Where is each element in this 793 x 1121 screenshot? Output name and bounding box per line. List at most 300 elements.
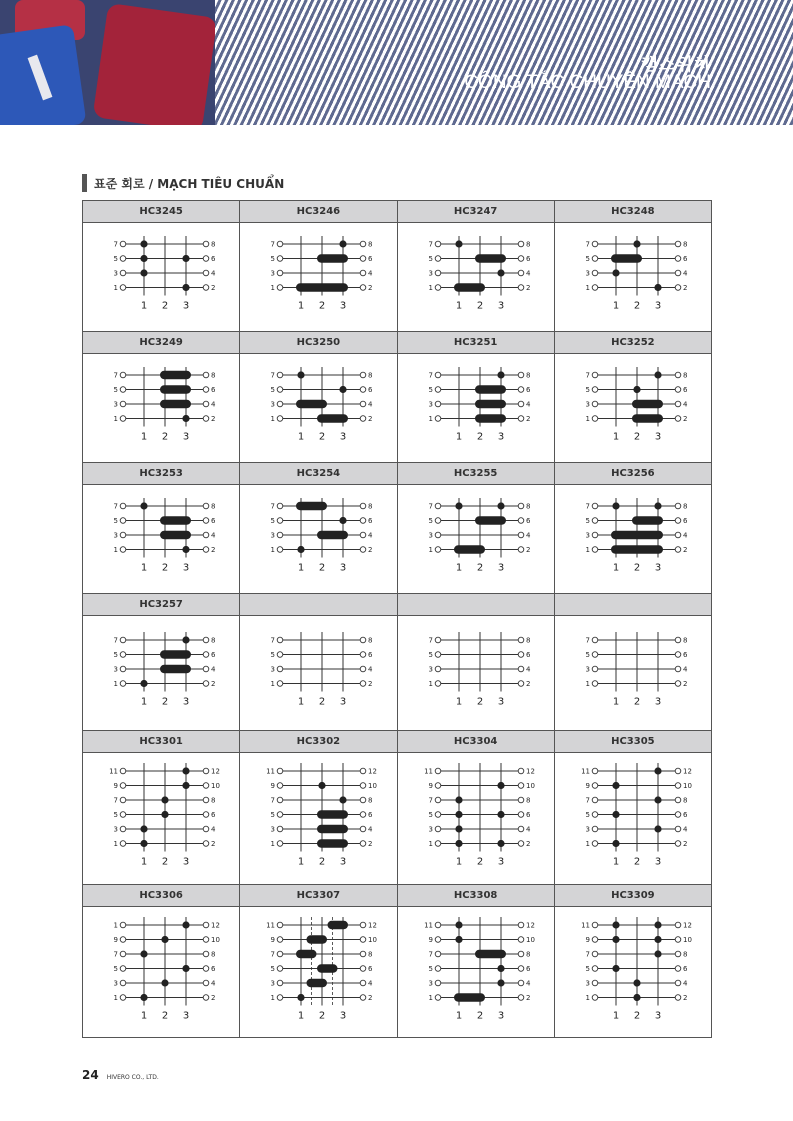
contact-bar xyxy=(296,400,327,408)
column-number: 3 xyxy=(182,431,190,443)
terminal-label: 11 xyxy=(580,921,590,930)
terminal xyxy=(278,980,284,986)
circuit-diagram-cell xyxy=(554,616,711,731)
terminal-label: 6 xyxy=(368,651,373,660)
terminal-label: 7 xyxy=(270,950,276,959)
terminal xyxy=(203,518,209,524)
terminal xyxy=(592,951,598,957)
circuit-name: HC3247 xyxy=(397,201,554,223)
circuit-diagram-cell xyxy=(554,753,711,885)
column-number: 3 xyxy=(654,300,662,312)
terminal-label: 8 xyxy=(211,371,216,380)
terminal-label: 5 xyxy=(113,255,119,264)
terminal xyxy=(203,372,209,378)
terminal xyxy=(592,387,598,393)
terminal xyxy=(361,951,367,957)
contact-bar xyxy=(475,386,506,394)
terminal-label: 6 xyxy=(368,517,373,526)
column-number: 2 xyxy=(161,431,169,443)
terminal xyxy=(361,812,367,818)
column-number: 2 xyxy=(633,1010,641,1022)
terminal-label: 7 xyxy=(585,371,590,380)
terminal-label: 7 xyxy=(270,371,276,380)
terminal-label: 2 xyxy=(368,680,373,689)
circuit-diagram-cell xyxy=(397,354,554,463)
circuit-diagram xyxy=(86,234,236,320)
column-number: 3 xyxy=(497,856,504,868)
terminal xyxy=(120,652,126,658)
terminal-label: 9 xyxy=(428,935,433,944)
terminal xyxy=(361,980,367,986)
column-number: 2 xyxy=(476,696,483,708)
column-number: 3 xyxy=(340,696,347,708)
terminal-label: 7 xyxy=(113,371,119,380)
terminal-label: 4 xyxy=(211,979,216,988)
column-number: 3 xyxy=(654,562,662,574)
contact-dot xyxy=(455,241,462,248)
terminal xyxy=(592,256,598,262)
column-number: 1 xyxy=(298,696,305,708)
column-number: 2 xyxy=(161,696,169,708)
terminal xyxy=(435,994,441,1000)
terminal-label: 6 xyxy=(682,386,688,395)
terminal-label: 4 xyxy=(368,400,373,409)
contact-dot xyxy=(654,797,661,804)
circuit-name: HC3302 xyxy=(240,731,397,753)
contact-dot xyxy=(455,797,462,804)
terminal xyxy=(278,797,284,803)
terminal xyxy=(675,922,681,928)
terminal-label: 10 xyxy=(525,782,535,791)
circuit-diagram-cell xyxy=(554,354,711,463)
terminal xyxy=(435,518,441,524)
contact-dot xyxy=(319,782,326,789)
terminal-label: 6 xyxy=(525,651,531,660)
terminal xyxy=(203,783,209,789)
terminal-label: 11 xyxy=(109,767,119,776)
terminal xyxy=(203,768,209,774)
contact-dot xyxy=(340,797,347,804)
circuit-diagram xyxy=(558,365,708,451)
contact-bar xyxy=(317,531,348,539)
circuit-diagram xyxy=(401,761,551,876)
terminal-label: 6 xyxy=(525,255,531,264)
terminal-label: 7 xyxy=(270,240,276,249)
terminal xyxy=(592,518,598,524)
terminal-label: 10 xyxy=(368,782,378,791)
terminal-label: 5 xyxy=(585,386,590,395)
terminal xyxy=(518,994,524,1000)
column-number: 1 xyxy=(298,431,305,443)
circuit-name: HC3248 xyxy=(554,201,711,223)
terminal-label: 1 xyxy=(585,546,590,555)
section-marker xyxy=(82,174,87,192)
terminal-label: 8 xyxy=(211,502,216,511)
terminal-label: 12 xyxy=(525,921,535,930)
circuit-diagram xyxy=(558,915,708,1030)
contact-bar xyxy=(296,284,348,292)
contact-bar xyxy=(296,950,317,958)
terminal-label: 2 xyxy=(682,680,688,689)
column-number: 2 xyxy=(476,431,483,443)
terminal-label: 1 xyxy=(113,284,119,293)
terminal xyxy=(203,503,209,509)
terminal xyxy=(435,503,441,509)
circuit-diagram xyxy=(401,365,551,451)
terminal-label: 11 xyxy=(580,767,590,776)
terminal xyxy=(278,666,284,672)
terminal-label: 2 xyxy=(682,546,688,555)
terminal-label: 4 xyxy=(682,269,688,278)
terminal xyxy=(675,637,681,643)
circuit-name: HC3253 xyxy=(83,463,240,485)
terminal-label: 7 xyxy=(113,950,119,959)
contact-bar xyxy=(632,415,663,423)
column-number: 3 xyxy=(497,562,504,574)
contact-bar xyxy=(317,255,348,263)
contact-dot xyxy=(141,241,148,248)
terminal xyxy=(203,936,209,942)
terminal xyxy=(518,681,524,687)
terminal-label: 3 xyxy=(428,665,433,674)
terminal xyxy=(592,841,598,847)
terminal-label: 8 xyxy=(211,796,216,805)
terminal xyxy=(120,951,126,957)
terminal xyxy=(675,994,681,1000)
contact-dot xyxy=(141,994,148,1001)
circuit-name: HC3301 xyxy=(83,731,240,753)
terminal-label: 10 xyxy=(682,782,692,791)
terminal-label: 1 xyxy=(113,415,119,424)
terminal-label: 2 xyxy=(525,546,531,555)
column-number: 1 xyxy=(455,696,462,708)
terminal xyxy=(278,241,284,247)
contact-dot xyxy=(183,546,190,553)
terminal-label: 3 xyxy=(270,531,276,540)
terminal xyxy=(675,416,681,422)
terminal xyxy=(435,826,441,832)
terminal-label: 4 xyxy=(211,665,216,674)
contact-bar xyxy=(160,386,191,394)
terminal-label: 4 xyxy=(682,979,688,988)
terminal xyxy=(120,285,126,291)
column-number: 1 xyxy=(298,856,305,868)
terminal xyxy=(278,841,284,847)
terminal-label: 7 xyxy=(113,502,119,511)
terminal xyxy=(203,241,209,247)
header-banner xyxy=(0,0,793,125)
terminal xyxy=(120,518,126,524)
contact-dot xyxy=(455,840,462,847)
contact-bar xyxy=(454,284,485,292)
terminal xyxy=(518,936,524,942)
contact-dot xyxy=(340,241,347,248)
terminal xyxy=(435,965,441,971)
contact-dot xyxy=(183,255,190,262)
contact-bar xyxy=(160,400,191,408)
column-number: 1 xyxy=(612,1010,620,1022)
terminal-label: 1 xyxy=(270,680,276,689)
terminal xyxy=(120,241,126,247)
terminal-label: 6 xyxy=(525,964,531,973)
terminal-label: 5 xyxy=(113,651,119,660)
terminal xyxy=(592,980,598,986)
terminal xyxy=(278,652,284,658)
terminal-label: 2 xyxy=(368,993,373,1002)
terminal-label: 5 xyxy=(428,386,433,395)
contact-dot xyxy=(162,936,169,943)
terminal-label: 1 xyxy=(428,680,433,689)
terminal-label: 3 xyxy=(428,825,433,834)
terminal xyxy=(675,547,681,553)
terminal xyxy=(592,826,598,832)
circuit-diagram-cell xyxy=(397,616,554,731)
terminal xyxy=(278,387,284,393)
circuit-name: HC3304 xyxy=(397,731,554,753)
column-number: 1 xyxy=(612,856,620,868)
column-number: 3 xyxy=(340,1010,347,1022)
terminal xyxy=(592,416,598,422)
terminal xyxy=(518,826,524,832)
terminal-label: 1 xyxy=(270,284,276,293)
circuit-diagram xyxy=(243,234,393,320)
terminal xyxy=(435,532,441,538)
terminal xyxy=(518,768,524,774)
terminal xyxy=(120,387,126,393)
terminal xyxy=(278,518,284,524)
terminal-label: 7 xyxy=(428,502,433,511)
terminal-label: 5 xyxy=(428,811,433,820)
terminal xyxy=(278,637,284,643)
banner-title-korean: 캠스위치 xyxy=(641,55,711,75)
column-number: 3 xyxy=(654,696,662,708)
circuit-name: HC3309 xyxy=(554,885,711,907)
circuit-diagram xyxy=(243,761,393,876)
contact-dot xyxy=(298,372,305,379)
terminal xyxy=(435,666,441,672)
terminal-label: 6 xyxy=(211,811,216,820)
contact-bar xyxy=(475,415,506,423)
terminal-label: 2 xyxy=(211,546,216,555)
terminal xyxy=(203,401,209,407)
terminal-label: 1 xyxy=(428,840,433,849)
terminal xyxy=(361,401,367,407)
terminal xyxy=(361,387,367,393)
terminal xyxy=(518,547,524,553)
contact-dot xyxy=(183,768,190,775)
circuit-diagram-cell xyxy=(83,753,240,885)
terminal xyxy=(592,965,598,971)
column-number: 2 xyxy=(476,856,483,868)
terminal-label: 4 xyxy=(682,400,688,409)
terminal xyxy=(203,797,209,803)
contact-dot xyxy=(141,503,148,510)
contact-dot xyxy=(654,936,661,943)
contact-dot xyxy=(633,979,640,986)
terminal-label: 6 xyxy=(368,386,373,395)
terminal-label: 10 xyxy=(211,935,221,944)
table-header-row xyxy=(83,594,712,616)
contact-dot xyxy=(497,372,504,379)
circuit-diagram-cell xyxy=(240,616,397,731)
table-header-row xyxy=(83,463,712,485)
terminal-label: 7 xyxy=(585,636,590,645)
circuit-diagram xyxy=(86,915,236,1030)
terminal xyxy=(518,783,524,789)
terminal xyxy=(120,768,126,774)
terminal xyxy=(675,372,681,378)
column-number: 2 xyxy=(633,856,641,868)
terminal xyxy=(120,965,126,971)
terminal-label: 8 xyxy=(368,950,373,959)
terminal xyxy=(361,768,367,774)
contact-dot xyxy=(612,965,619,972)
terminal-label: 4 xyxy=(368,531,373,540)
terminal xyxy=(278,416,284,422)
circuit-diagram-cell xyxy=(397,907,554,1038)
terminal xyxy=(592,812,598,818)
column-number: 3 xyxy=(182,1010,190,1022)
terminal-label: 4 xyxy=(525,269,531,278)
terminal-label: 4 xyxy=(211,269,216,278)
terminal-label: 4 xyxy=(211,531,216,540)
circuit-name: HC3246 xyxy=(240,201,397,223)
terminal xyxy=(278,768,284,774)
terminal xyxy=(278,547,284,553)
terminal xyxy=(435,681,441,687)
circuit-diagram xyxy=(401,234,551,320)
terminal-label: 7 xyxy=(585,502,590,511)
terminal xyxy=(435,768,441,774)
terminal-label: 7 xyxy=(428,240,433,249)
contact-bar xyxy=(160,371,191,379)
contact-bar xyxy=(160,665,191,673)
circuit-diagram xyxy=(243,915,393,1030)
circuit-name xyxy=(397,594,554,616)
terminal xyxy=(675,681,681,687)
terminal-label: 9 xyxy=(113,782,119,791)
terminal-label: 3 xyxy=(585,979,590,988)
terminal-label: 12 xyxy=(682,767,692,776)
contact-dot xyxy=(497,979,504,986)
terminal xyxy=(278,936,284,942)
terminal xyxy=(361,518,367,524)
column-number: 1 xyxy=(298,562,305,574)
terminal xyxy=(518,922,524,928)
terminal xyxy=(203,387,209,393)
terminal-label: 7 xyxy=(270,502,276,511)
column-number: 1 xyxy=(140,300,148,312)
terminal-label: 4 xyxy=(368,665,373,674)
terminal xyxy=(518,503,524,509)
terminal xyxy=(278,783,284,789)
terminal xyxy=(203,637,209,643)
contact-dot xyxy=(654,950,661,957)
terminal xyxy=(278,812,284,818)
terminal xyxy=(518,841,524,847)
terminal xyxy=(518,637,524,643)
terminal-label: 8 xyxy=(682,240,688,249)
terminal xyxy=(278,826,284,832)
contact-dot xyxy=(612,782,619,789)
terminal xyxy=(278,951,284,957)
column-number: 2 xyxy=(319,1010,326,1022)
contact-dot xyxy=(612,270,619,277)
circuit-diagram xyxy=(86,496,236,582)
product-photo xyxy=(0,0,215,125)
terminal-label: 3 xyxy=(428,400,433,409)
terminal xyxy=(120,256,126,262)
contact-dot xyxy=(497,270,504,277)
terminal xyxy=(592,241,598,247)
terminal-label: 5 xyxy=(428,255,433,264)
terminal-label: 12 xyxy=(368,921,378,930)
terminal xyxy=(675,387,681,393)
circuit-diagram-cell xyxy=(554,485,711,594)
terminal-label: 4 xyxy=(525,531,531,540)
circuit-name xyxy=(240,594,397,616)
terminal xyxy=(361,994,367,1000)
terminal-label: 3 xyxy=(113,531,119,540)
terminal-label: 5 xyxy=(270,517,276,526)
circuit-diagram-cell xyxy=(240,907,397,1038)
terminal xyxy=(592,270,598,276)
terminal xyxy=(435,812,441,818)
column-number: 1 xyxy=(455,431,462,443)
table-header-row xyxy=(83,332,712,354)
terminal-label: 1 xyxy=(113,546,119,555)
terminal xyxy=(120,797,126,803)
column-number: 2 xyxy=(476,1010,483,1022)
terminal xyxy=(592,532,598,538)
terminal xyxy=(675,965,681,971)
terminal xyxy=(361,666,367,672)
terminal-label: 1 xyxy=(270,840,276,849)
terminal xyxy=(435,797,441,803)
terminal xyxy=(675,401,681,407)
terminal-label: 1 xyxy=(428,546,433,555)
terminal xyxy=(361,270,367,276)
terminal xyxy=(592,372,598,378)
terminal-label: 1 xyxy=(428,284,433,293)
column-number: 3 xyxy=(182,696,190,708)
terminal-label: 5 xyxy=(270,255,276,264)
terminal-label: 7 xyxy=(585,950,590,959)
terminal-label: 8 xyxy=(368,636,373,645)
terminal-label: 3 xyxy=(270,400,276,409)
terminal xyxy=(203,532,209,538)
diagram-row xyxy=(83,485,712,594)
terminal xyxy=(435,841,441,847)
column-number: 1 xyxy=(612,431,620,443)
terminal xyxy=(361,547,367,553)
contact-dot xyxy=(654,921,661,928)
terminal-label: 3 xyxy=(113,979,119,988)
column-number: 3 xyxy=(182,856,190,868)
contact-bar xyxy=(611,255,642,263)
terminal-label: 2 xyxy=(368,546,373,555)
contact-dot xyxy=(298,994,305,1001)
circuit-name: HC3308 xyxy=(397,885,554,907)
terminal-label: 12 xyxy=(211,767,221,776)
terminal-label: 7 xyxy=(585,240,590,249)
circuit-name: HC3305 xyxy=(554,731,711,753)
circuit-name: HC3257 xyxy=(83,594,240,616)
terminal-label: 7 xyxy=(270,796,276,805)
contact-bar xyxy=(160,531,191,539)
terminal xyxy=(435,401,441,407)
terminal xyxy=(675,285,681,291)
